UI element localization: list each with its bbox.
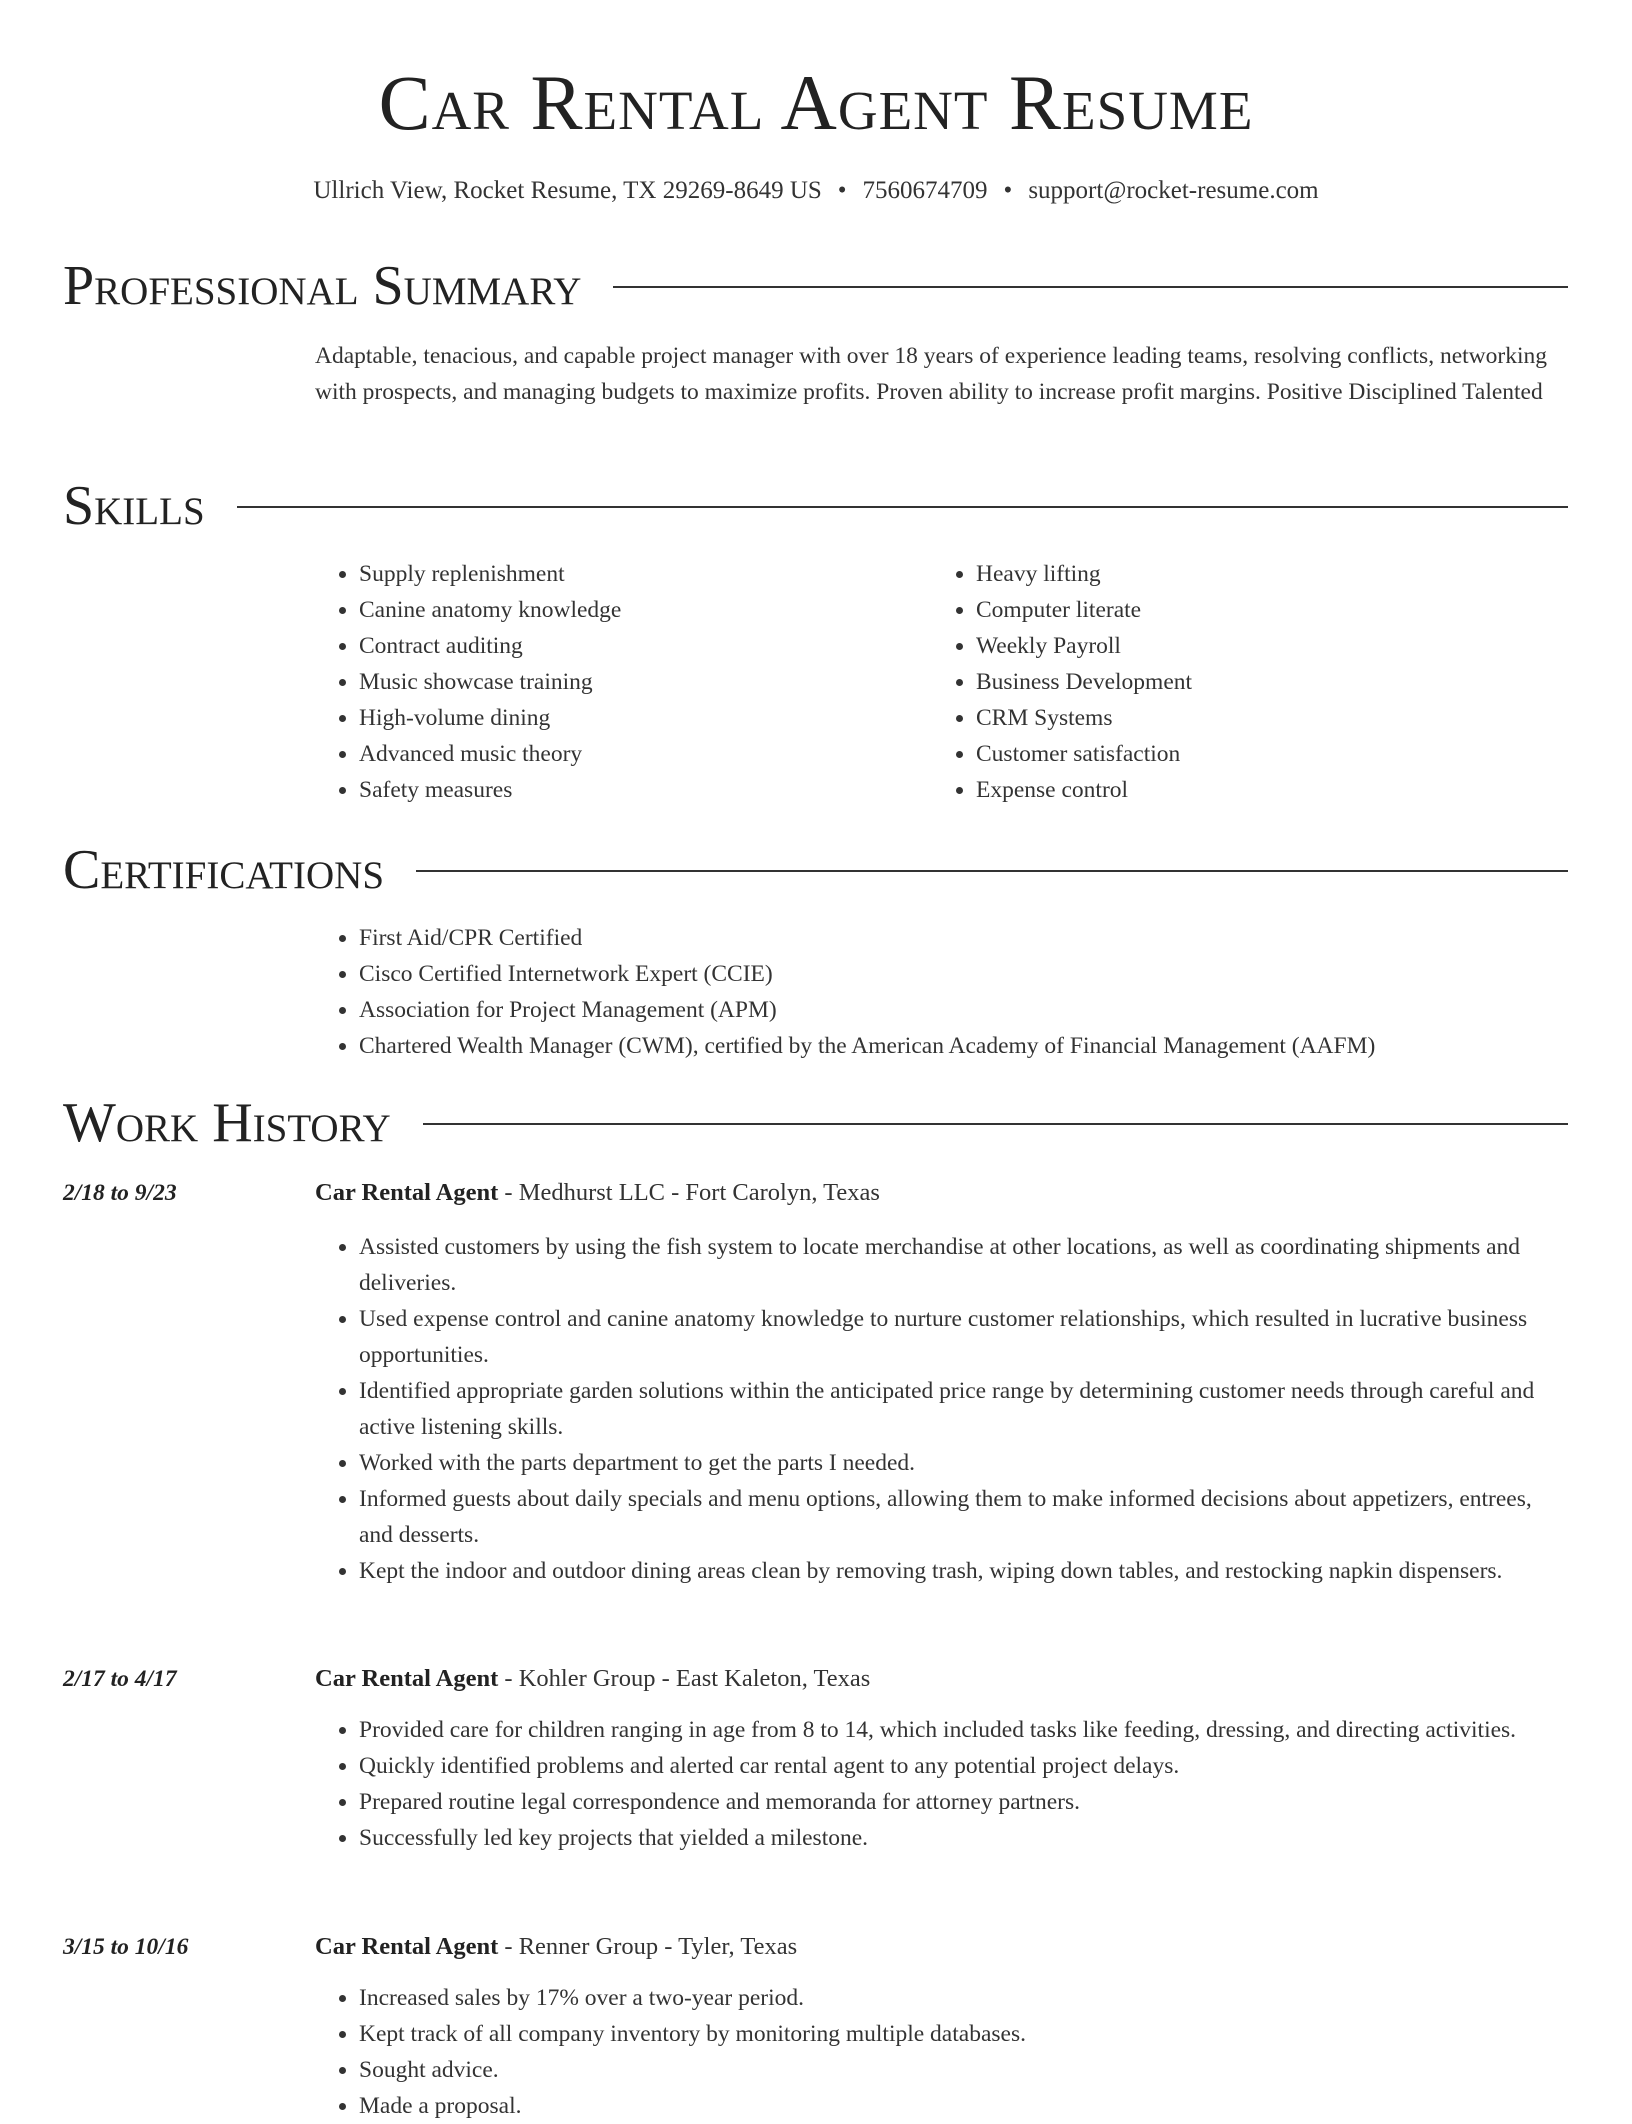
job-bullet: • Identified appropriate garden solutions within the anticipated price range by determining customer needs through careful and active listening skills. (359, 1373, 1568, 1445)
contact-phone: 7560674709 (862, 177, 988, 204)
skill-item: • Supply replenishment (359, 556, 915, 592)
contact-line (0, 174, 1632, 208)
job-bullet-list (315, 1980, 1568, 2124)
section-divider (423, 1123, 1568, 1125)
skill-item: • Music showcase training (359, 664, 915, 700)
certifications-list (315, 920, 1568, 1064)
skill-item: • Computer literate (976, 592, 1532, 628)
job-bullets (315, 1229, 1568, 1589)
skill-item: • Business Development (976, 664, 1532, 700)
job-heading (315, 1175, 880, 1211)
skill-item: • Contract auditing (359, 628, 915, 664)
job-bullet-list (315, 1712, 1568, 1856)
job-dates: 2/17 to 4/17 (63, 1666, 177, 1692)
skill-item: • Expense control (976, 772, 1532, 808)
job-bullet: • Quickly identified problems and alerted car rental agent to any potential project delays. (359, 1748, 1568, 1784)
job-title: Car Rental Agent (315, 1179, 499, 1206)
skill-item: • Canine anatomy knowledge (359, 592, 915, 628)
certification-item: • Cisco Certified Internetwork Expert (CCIE) (359, 956, 1568, 992)
skill-item: • Customer satisfaction (976, 736, 1532, 772)
skills-section-header (63, 474, 1568, 538)
job-bullet: • Provided care for children ranging in age from 8 to 14, which included tasks like feeding, dressing, and directing activities. (359, 1712, 1568, 1748)
job-bullet: • Increased sales by 17% over a two-year period. (359, 1980, 1568, 2016)
skill-item: • High-volume dining (359, 700, 915, 736)
job-employer: - Renner Group - Tyler, Texas (498, 1933, 798, 1960)
job-bullets (315, 1712, 1568, 1856)
skills-left-column (315, 556, 915, 808)
resume-title: Car Rental Agent Resume (378, 59, 1254, 146)
skill-item: • Heavy lifting (976, 556, 1532, 592)
section-divider (613, 286, 1568, 288)
job-bullet: • Sought advice. (359, 2052, 1568, 2088)
summary-heading: Professional Summary (63, 255, 582, 317)
summary-section-header (63, 254, 1568, 318)
section-divider (416, 870, 1568, 872)
contact-email: support@rocket-resume.com (1028, 177, 1319, 204)
section-divider (237, 506, 1568, 508)
job-title: Car Rental Agent (315, 1933, 499, 1960)
skill-item: • Advanced music theory (359, 736, 915, 772)
skill-item: • CRM Systems (976, 700, 1532, 736)
skill-item: • Weekly Payroll (976, 628, 1532, 664)
certification-item: • Chartered Wealth Manager (CWM), certified by the American Academy of Financial Management (AAFM) (359, 1028, 1568, 1064)
certification-item: • First Aid/CPR Certified (359, 920, 1568, 956)
job-bullet-list (315, 1229, 1568, 1589)
job-dates: 2/18 to 9/23 (63, 1180, 177, 1206)
work-history-section-header (63, 1091, 1568, 1155)
job-bullet: • Kept the indoor and outdoor dining areas clean by removing trash, wiping down tables, and restocking napkin dispensers. (359, 1553, 1568, 1589)
job-heading (315, 1661, 870, 1697)
job-bullets (315, 1980, 1568, 2124)
skills-heading: Skills (63, 475, 205, 537)
certifications-heading: Certifications (63, 839, 385, 901)
skills-list-right (932, 556, 1532, 808)
job-bullet: • Worked with the parts department to get the parts I needed. (359, 1445, 1568, 1481)
work-history-heading: Work History (63, 1092, 391, 1154)
job-bullet: • Used expense control and canine anatomy knowledge to nurture customer relationships, which resulted in lucrative business opportunities. (359, 1301, 1568, 1373)
skills-list-left (315, 556, 915, 808)
job-heading (315, 1929, 797, 1965)
summary-text: Adaptable, tenacious, and capable project manager with over 18 years of experience leading teams, resolving conflicts, networking with prospects, and managing budgets to maximize profits. Proven ability to increase profit margins. Positive Disciplined Talented (315, 343, 1547, 405)
job-bullet: • Made a proposal. (359, 2088, 1568, 2124)
job-employer: - Kohler Group - East Kaleton, Texas (498, 1665, 871, 1692)
contact-separator: • (1003, 177, 1013, 204)
certification-item: • Association for Project Management (APM) (359, 992, 1568, 1028)
job-bullet: • Assisted customers by using the fish system to locate merchandise at other locations, as well as coordinating shipments and deliveries. (359, 1229, 1568, 1301)
skill-item: • Safety measures (359, 772, 915, 808)
job-title: Car Rental Agent (315, 1665, 499, 1692)
job-bullet: • Successfully led key projects that yielded a milestone. (359, 1820, 1568, 1856)
job-bullet: • Kept track of all company inventory by monitoring multiple databases. (359, 2016, 1568, 2052)
job-bullet: • Informed guests about daily specials and menu options, allowing them to make informed decisions about appetizers, entrees, and desserts. (359, 1481, 1568, 1553)
certifications-section-header (63, 838, 1568, 902)
contact-separator: • (837, 177, 847, 204)
job-employer: - Medhurst LLC - Fort Carolyn, Texas (498, 1179, 880, 1206)
certifications-block (315, 920, 1568, 1064)
skills-right-column (932, 556, 1532, 808)
job-bullet: • Prepared routine legal correspondence and memoranda for attorney partners. (359, 1784, 1568, 1820)
job-dates: 3/15 to 10/16 (63, 1934, 189, 1960)
contact-address: Ullrich View, Rocket Resume, TX 29269-8649 US (313, 177, 822, 204)
